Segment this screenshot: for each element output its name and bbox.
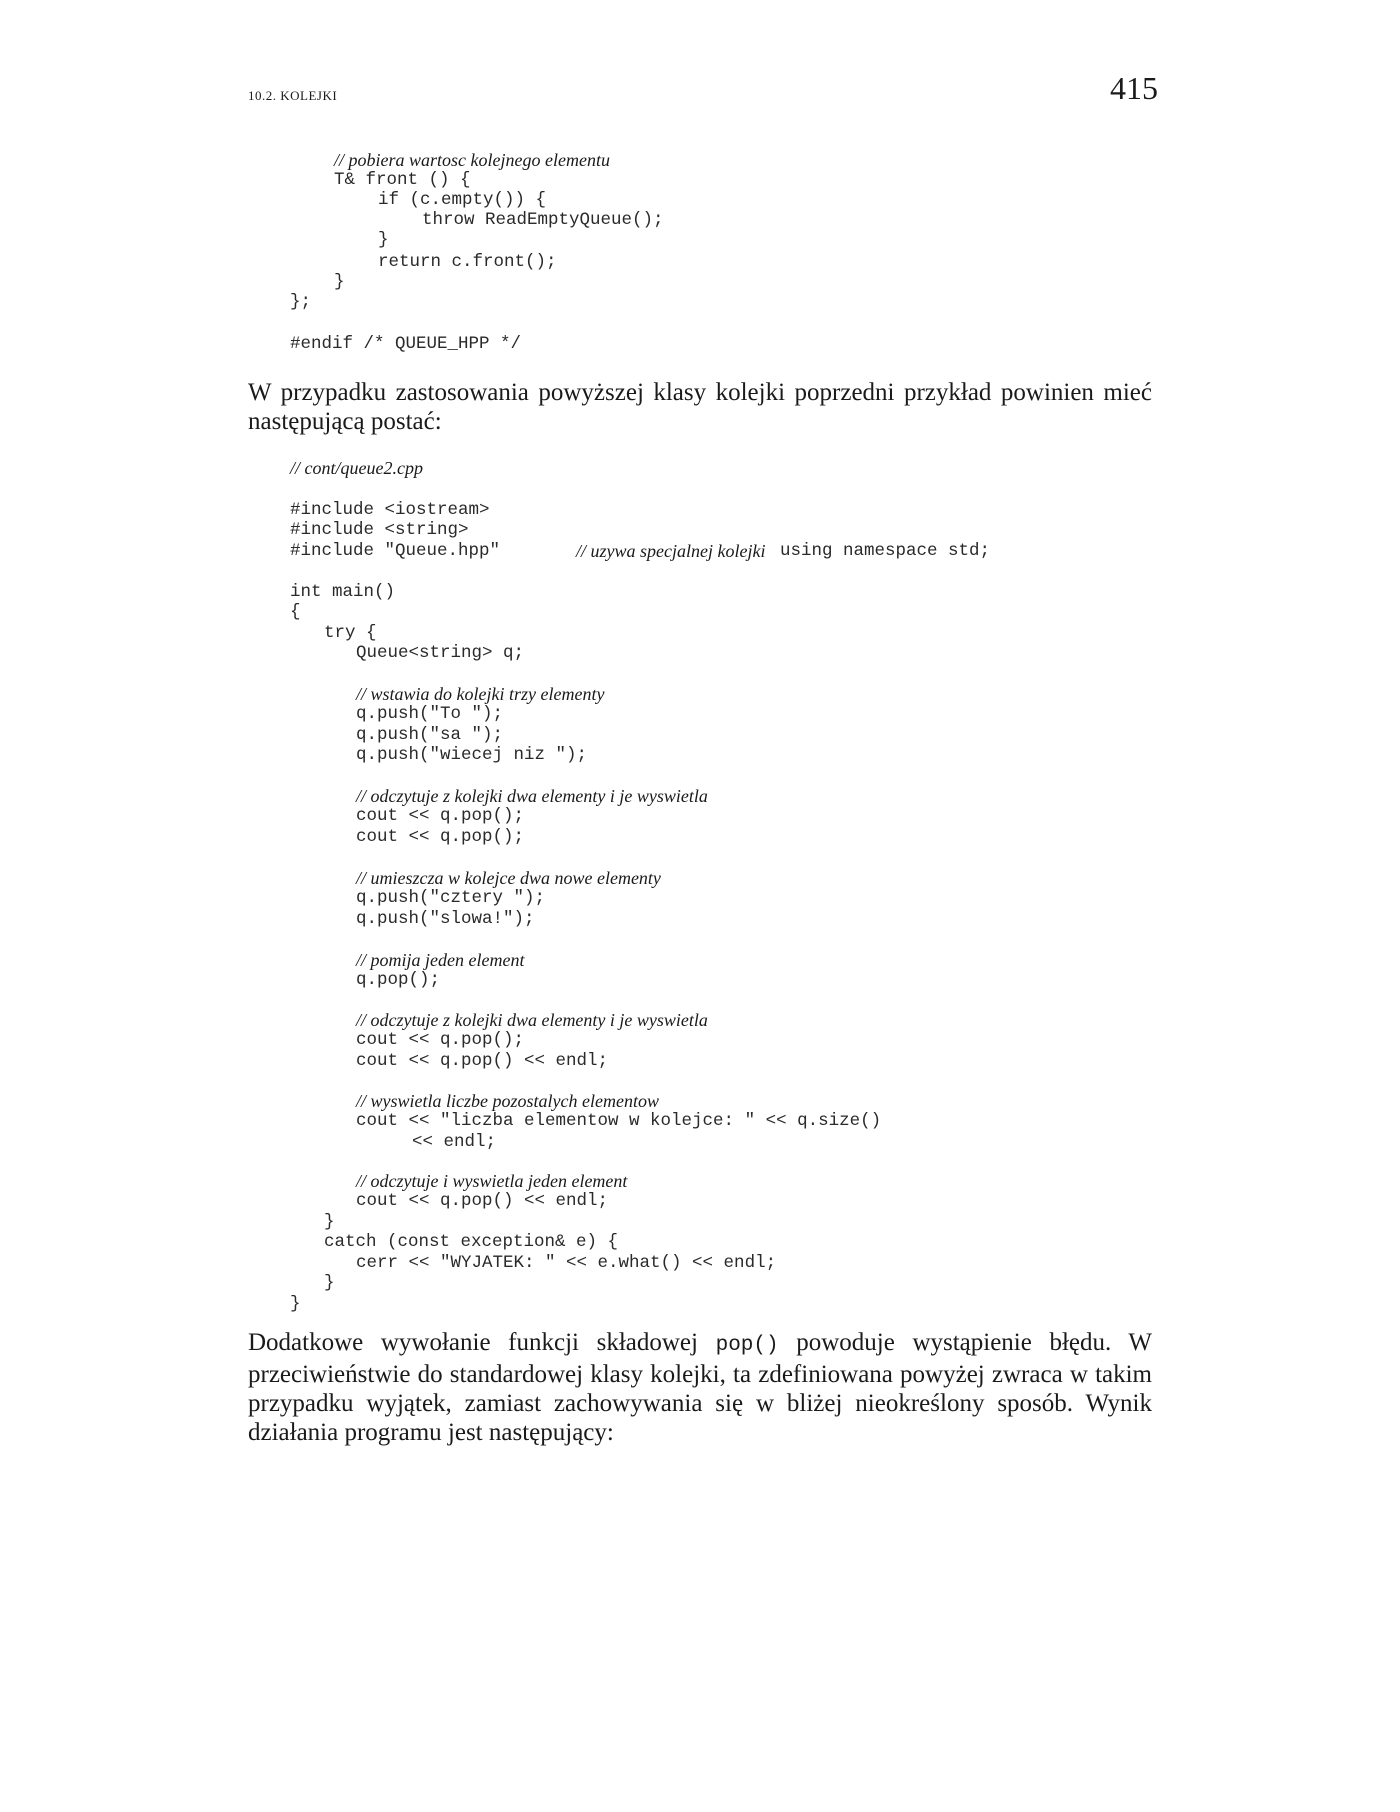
code-comment: // uzywa specjalnej kolejki	[576, 541, 766, 561]
code-line: #include <string>	[290, 520, 469, 540]
paragraph-intro: W przypadku zastosowania powyższej klasy kolejki poprzedni przykład powinien mieć następującą postać:	[248, 379, 1152, 435]
code-line: }	[324, 1212, 335, 1232]
code-line: }	[378, 230, 389, 250]
code-comment: // odczytuje i wyswietla jeden element	[356, 1171, 628, 1191]
code-line: q.push("cztery ");	[356, 888, 546, 908]
code-line: cout << q.pop();	[356, 827, 525, 847]
code-line: Queue<string> q;	[356, 643, 525, 663]
code-comment: // pobiera wartosc kolejnego elementu	[334, 150, 610, 170]
paragraph-text: Dodatkowe wywołanie funkcji składowej	[248, 1329, 698, 1356]
code-comment: // odczytuje z kolejki dwa elementy i je wyswietla	[356, 1010, 708, 1030]
code-line: cout << "liczba elementow w kolejce: " << q.size()	[356, 1111, 882, 1131]
code-comment: // umieszcza w kolejce dwa nowe elementy	[356, 868, 661, 888]
code-line: return c.front();	[378, 252, 557, 272]
page-number: 415	[1110, 70, 1158, 106]
code-line: << endl;	[412, 1132, 497, 1152]
code-line: q.pop();	[356, 970, 441, 990]
code-line: q.push("wiecej niz ");	[356, 745, 588, 765]
code-line: #endif /* QUEUE_HPP */	[290, 334, 522, 354]
code-line: try {	[324, 623, 377, 643]
code-line: }	[334, 272, 345, 292]
paragraph-explanation	[248, 1328, 1152, 1447]
code-line: cout << q.pop() << endl;	[356, 1051, 609, 1071]
code-comment: // wyswietla liczbe pozostalych elementow	[356, 1091, 659, 1111]
inline-code: pop()	[715, 1334, 779, 1357]
code-line: #include "Queue.hpp"	[290, 541, 501, 561]
code-line: throw ReadEmptyQueue();	[422, 210, 664, 230]
code-line: int main()	[290, 582, 396, 602]
paragraph-text: powoduje wystąpienie błędu. W przeciwieństwie do standardowej klasy kolejki, ta zdefiniowana powyżej zwraca w takim przypadku wyjątek, zamiast zachowywania się w bliżej nieokreślony sposób. Wynik działania programu jest następujący:	[248, 1329, 1153, 1446]
code-comment: // odczytuje z kolejki dwa elementy i je wyswietla	[356, 786, 708, 806]
code-line: q.push("To ");	[356, 704, 504, 724]
code-line: if (c.empty()) {	[378, 190, 547, 210]
code-line: cerr << "WYJATEK: " << e.what() << endl;	[356, 1253, 777, 1273]
code-line: catch (const exception& e) {	[324, 1232, 619, 1252]
code-line: q.push("sa ");	[356, 725, 504, 745]
code-line: T& front () {	[334, 170, 471, 190]
code-comment: // pomija jeden element	[356, 950, 525, 970]
code-line: q.push("slowa!");	[356, 909, 535, 929]
code-line: #include <iostream>	[290, 500, 490, 520]
code-line: }	[290, 1294, 301, 1314]
code-line: }	[324, 1273, 335, 1293]
code-line: cout << q.pop() << endl;	[356, 1191, 609, 1211]
code-comment-filename: // cont/queue2.cpp	[290, 458, 423, 478]
code-line: {	[290, 602, 301, 622]
code-line: cout << q.pop();	[356, 806, 525, 826]
code-line: using namespace std;	[780, 541, 991, 561]
code-line: cout << q.pop();	[356, 1030, 525, 1050]
code-line: };	[290, 292, 312, 312]
code-comment: // wstawia do kolejki trzy elementy	[356, 684, 605, 704]
running-header: 10.2. KOLEJKI	[248, 88, 338, 103]
